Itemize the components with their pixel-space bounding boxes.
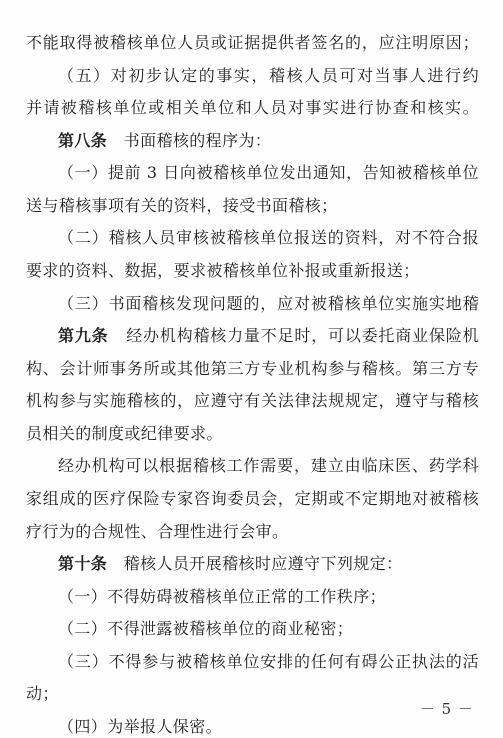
- text-line-content: 书面稽核的程序为：: [123, 131, 272, 150]
- article-number: 第十条: [58, 554, 108, 573]
- text-line-content: 机构参与实施稽核的，应遵守有关法律法规规定，遵守与稽核: [26, 391, 479, 410]
- text-line-content: 不能取得被稽核单位人员或证据提供者签名的，应注明原因；: [26, 33, 479, 52]
- text-line-content: 家组成的医疗保险专家咨询委员会，定期或不定期地对被稽核: [26, 489, 479, 508]
- text-line: [58, 585, 479, 609]
- text-line-content: （四）为举报人保密。: [58, 717, 223, 736]
- text-line-content: 并请被稽核单位或相关单位和人员对事实进行协查和核实。: [26, 98, 479, 117]
- page-number: － 5 －: [419, 700, 474, 718]
- text-line: [26, 31, 479, 55]
- text-line: [26, 422, 479, 446]
- text-line-content: 疗行为的合规性、合理性进行会审。: [26, 522, 289, 541]
- text-line: [58, 715, 479, 738]
- text-line: [26, 357, 479, 381]
- text-line: [26, 487, 479, 511]
- text-line: [26, 520, 479, 544]
- text-line-content: 经办机构可以根据稽核工作需要，建立由临床医、药学科: [58, 456, 479, 475]
- text-line-content: （三）不得参与被稽核单位安排的任何有碍公正执法的活: [58, 652, 479, 671]
- text-line-content: （二）稽核人员审核被稽核单位报送的资料，对不符合报: [58, 228, 479, 247]
- text-line: [26, 194, 479, 218]
- text-line: [58, 161, 479, 185]
- text-line-content: （二）不得泄露被稽核单位的商业秘密；: [58, 619, 354, 638]
- text-line-content: 动；: [26, 684, 59, 703]
- text-line: [26, 389, 479, 413]
- article-heading-line: [58, 129, 479, 153]
- article-heading-line: [58, 552, 479, 576]
- article-number: 第九条: [58, 326, 109, 345]
- text-line: [58, 292, 479, 316]
- text-line: [58, 650, 479, 674]
- text-line-content: 稽核人员开展稽核时应遵守下列规定：: [123, 554, 403, 573]
- article-number: 第八条: [58, 131, 108, 150]
- text-line-content: 要求的资料、数据，要求被稽核单位补报或重新报送；: [26, 261, 420, 280]
- text-line-content: 送与稽核事项有关的资料，接受书面稽核；: [26, 196, 338, 215]
- text-line: [26, 682, 479, 706]
- article-heading-line: [58, 324, 479, 348]
- text-line-content: （三）书面稽核发现问题的，应对被稽核单位实施实地稽: [58, 294, 479, 313]
- text-line: [58, 226, 479, 250]
- text-line: [26, 96, 479, 120]
- text-line: [58, 64, 479, 88]
- text-line: [26, 259, 479, 283]
- text-line-content: （五）对初步认定的事实，稽核人员可对当事人进行约: [58, 66, 479, 85]
- text-line-content: （一）提前 3 日向被稽核单位发出通知，告知被稽核单位: [58, 163, 479, 182]
- text-line-content: 构、会计师事务所或其他第三方专业机构参与稽核。第三方专: [26, 359, 479, 378]
- text-line-content: 经办机构稽核力量不足时，可以委托商业保险机: [126, 326, 479, 345]
- text-line: [58, 617, 479, 641]
- text-line-content: 员相关的制度或纪律要求。: [26, 424, 223, 443]
- text-line: [58, 454, 479, 478]
- text-line-content: （一）不得妨碍被稽核单位正常的工作秩序；: [58, 587, 387, 606]
